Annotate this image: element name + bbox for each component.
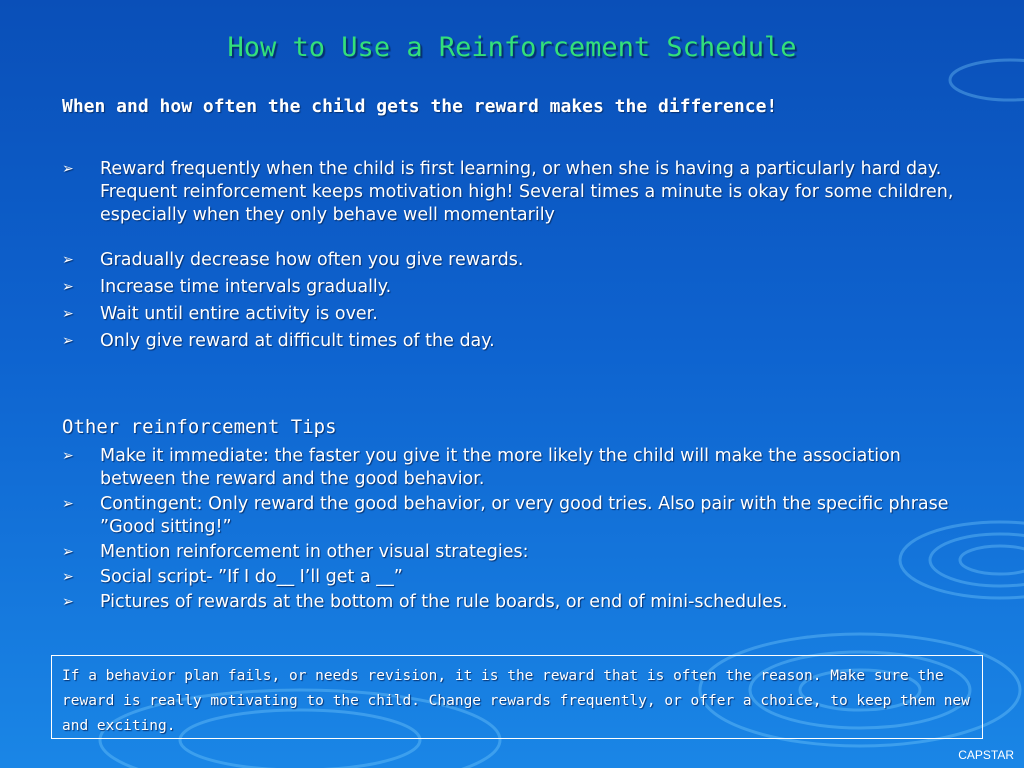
arrow-bullet-icon: ➢ [62, 569, 74, 585]
arrow-bullet-icon: ➢ [62, 448, 74, 464]
arrow-bullet-icon: ➢ [62, 306, 74, 322]
bullet-list-schedule [62, 158, 962, 357]
list-item-text: Make it immediate: the faster you give it the more likely the child will make the association between the reward and the good behavior. [100, 446, 901, 489]
section-heading-tips: Other reinforcement Tips [62, 416, 337, 438]
list-item [62, 541, 962, 564]
arrow-bullet-icon: ➢ [62, 496, 74, 512]
arrow-bullet-icon: ➢ [62, 252, 74, 268]
arrow-bullet-icon: ➢ [62, 333, 74, 349]
list-item-text: Increase time intervals gradually. [100, 277, 392, 297]
list-item-text: Social script- ”If I do__ I’ll get a __” [100, 567, 403, 587]
arrow-bullet-icon: ➢ [62, 544, 74, 560]
list-item [62, 303, 962, 326]
list-item-text: Only give reward at difficult times of the day. [100, 331, 495, 351]
list-item [62, 493, 962, 539]
list-item-text: Gradually decrease how often you give rewards. [100, 250, 524, 270]
list-item-text: Mention reinforcement in other visual strategies: [100, 542, 529, 562]
list-item-text: Contingent: Only reward the good behavior, or very good tries. Also pair with the specific phrase ”Good sitting!” [100, 494, 949, 537]
arrow-bullet-icon: ➢ [62, 161, 74, 177]
list-item-text: Wait until entire activity is over. [100, 304, 378, 324]
list-item [62, 330, 962, 353]
list-item [62, 249, 962, 272]
list-item [62, 276, 962, 299]
arrow-bullet-icon: ➢ [62, 279, 74, 295]
arrow-bullet-icon: ➢ [62, 594, 74, 610]
footer-credit: CAPSTAR [958, 748, 1014, 762]
list-item [62, 591, 962, 614]
slide-title: How to Use a Reinforcement Schedule [227, 32, 797, 63]
note-box: If a behavior plan fails, or needs revision, it is the reward that is often the reason. Make sure the reward is really motivating to the child. Change rewards frequently, or offer a choice, to keep them new and exciting. [51, 655, 983, 739]
list-item [62, 158, 962, 227]
bullet-list-tips [62, 445, 962, 616]
list-item [62, 445, 962, 491]
list-item-text: Reward frequently when the child is first learning, or when she is having a particularly hard day. Frequent reinforcement keeps motivation high! Several times a minute is okay for some children, especially when they only behave well momentarily [100, 159, 954, 225]
slide-subtitle: When and how often the child gets the reward makes the difference! [62, 96, 778, 117]
list-item [62, 566, 962, 589]
list-item-text: Pictures of rewards at the bottom of the rule boards, or end of mini-schedules. [100, 592, 788, 612]
